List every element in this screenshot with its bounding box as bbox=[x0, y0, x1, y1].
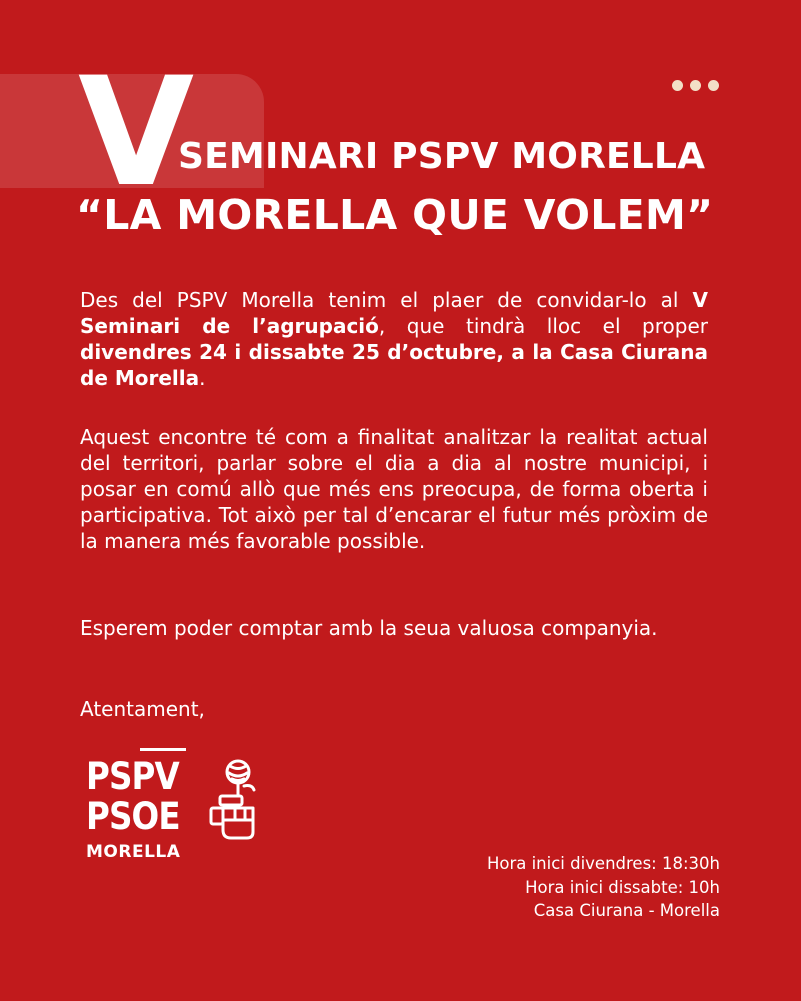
closing-text: Atentament, bbox=[80, 697, 205, 721]
intro-text-bold-seminar: V Seminari de l’agrupació bbox=[80, 288, 708, 338]
logo-line-2: PSOE bbox=[86, 795, 180, 838]
dot bbox=[690, 80, 701, 91]
event-info bbox=[487, 852, 720, 923]
intro-text-e: . bbox=[199, 366, 206, 390]
intro-text-c: , que tindrà lloc el proper bbox=[378, 314, 708, 338]
title-line-2: “LA MORELLA QUE VOLEM” bbox=[76, 191, 714, 239]
rose-fist-icon bbox=[208, 758, 268, 842]
dot bbox=[708, 80, 719, 91]
intro-paragraph bbox=[80, 287, 708, 391]
title-line-1: SEMINARI PSPV MORELLA bbox=[178, 136, 706, 177]
intro-text-a: Des del PSPV Morella tenim el plaer de convidar-lo al bbox=[80, 288, 693, 312]
logo-line-1: PSPV bbox=[86, 755, 179, 798]
purpose-paragraph: Aquest encontre té com a finalitat analitzar la realitat actual del territori, parlar sobre el dia a dia al nostre municipi, i posar en comú allò que més ens preocupa, de forma oberta i participativa. Tot això per tal d’encarar el futur més pròxim de la manera més favorable possible. bbox=[80, 425, 708, 553]
info-friday-time: Hora inici divendres: 18:30h bbox=[486, 854, 720, 873]
info-location: Casa Ciurana - Morella bbox=[533, 901, 720, 920]
dot bbox=[672, 80, 683, 91]
info-saturday-time: Hora inici dissabte: 10h bbox=[525, 877, 720, 897]
logo-bar bbox=[140, 748, 186, 751]
intro-text-bold-date: divendres 24 i dissabte 25 d’octubre, a la Casa Ciurana de Morella bbox=[80, 340, 708, 390]
logo-line-3: MORELLA bbox=[86, 842, 181, 862]
hope-paragraph: Esperem poder comptar amb la seua valuosa companyia. bbox=[80, 616, 658, 640]
big-roman-numeral: V bbox=[78, 46, 191, 220]
more-options-icon[interactable] bbox=[672, 80, 719, 91]
pspv-psoe-logo bbox=[86, 748, 276, 868]
